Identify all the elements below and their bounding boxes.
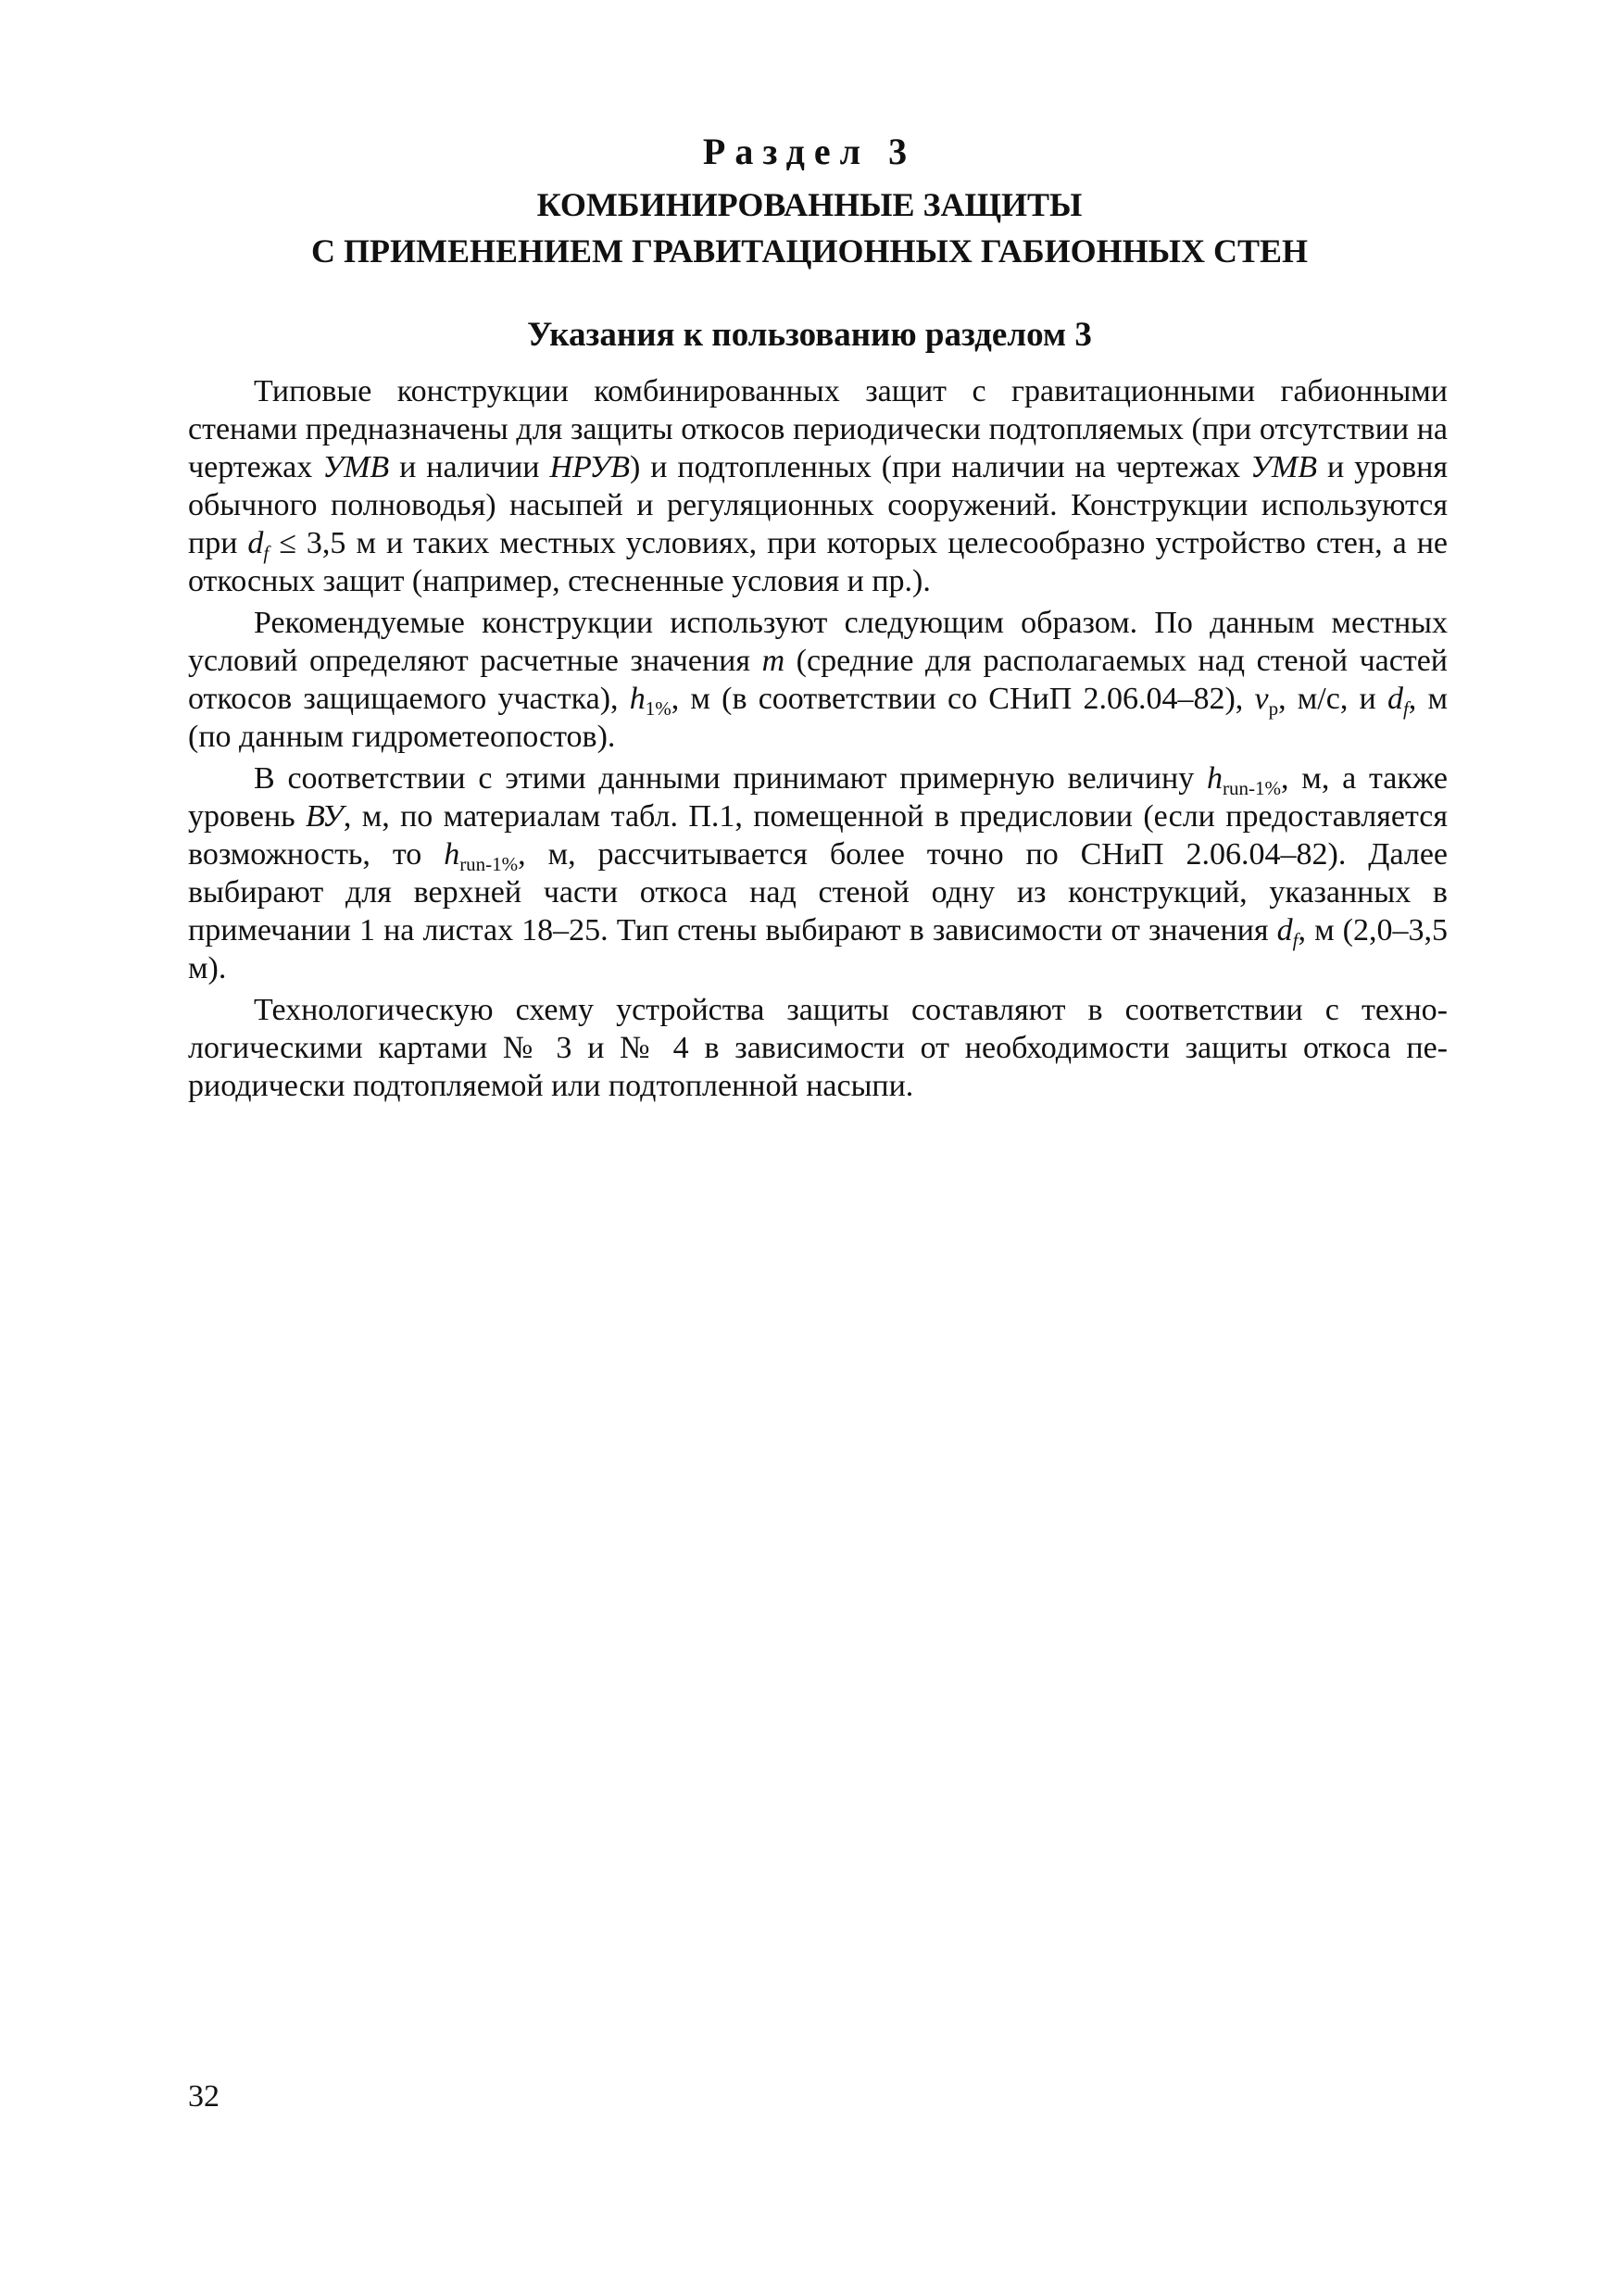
p3-text: , м (2,0–3,5 м). — [188, 913, 1448, 985]
p1-text: ≤ 3,5 м и таких местных условиях, при которых целесообразно устройство стен, а не откосных защит (например, стесненные условия и пр.). — [188, 526, 1448, 598]
paragraph-3 — [188, 759, 1448, 987]
body-text — [188, 372, 1448, 1109]
df-subscript: f — [263, 542, 270, 564]
h-symbol: h — [629, 682, 646, 716]
page-number: 32 — [188, 2079, 220, 2114]
p2-text: Рекомендуемые конструкции используют следующим образом. По данным местных условий определяют расчетные значения — [188, 606, 1448, 678]
v-subscript: р — [1268, 697, 1279, 720]
df-subscript: f — [1292, 929, 1299, 951]
p1-text: и наличии — [389, 450, 550, 484]
df-subscript: f — [1402, 697, 1409, 720]
h-subscript: 1% — [645, 697, 671, 720]
hrun-symbol: h — [444, 837, 460, 872]
section-label: Раздел 3 — [702, 131, 917, 172]
df-symbol: d — [1387, 682, 1403, 716]
section-title — [0, 182, 1619, 274]
paragraph-1 — [188, 372, 1448, 600]
hrun-subscript: run-1% — [1223, 777, 1282, 799]
subsection-title: Указания к пользованию разделом 3 — [527, 316, 1092, 354]
df-symbol: d — [247, 526, 264, 560]
hrun-subscript: run-1% — [459, 853, 519, 875]
p2-text: , м (по данным гидрометеопостов). — [188, 682, 1448, 754]
paragraph-4: Технологическую схему устройства защиты составляют в соответствии с технологическими картами № 3 и № 4 в зависимости от необходимости защиты откоса периодически подтопляемой или подтопленной насыпи. — [188, 993, 1448, 1103]
m-symbol: m — [761, 644, 785, 678]
umv-term: УМВ — [322, 450, 390, 484]
p2-text: , м (в соответствии со СНиП 2.06.04–82), — [671, 682, 1255, 716]
section-title-line-2: С ПРИМЕНЕНИЕМ ГРАВИТАЦИОННЫХ ГАБИОННЫХ СТЕН — [310, 232, 1309, 270]
p3-text: , м, рассчитывается более точно по СНиП 2.06.04–82). Далее выбирают для верхней части откоса над стеной одну из конструкций, указанных в примечании 1 на листах 18–25. Тип стены выбирают в зависимости от значения — [188, 837, 1448, 947]
p1-text: ) и подтопленных (при наличии на чертежах — [630, 450, 1251, 484]
df-symbol: d — [1276, 913, 1293, 947]
vu-term: ВУ — [306, 799, 344, 834]
section-title-line-1: КОМБИНИРОВАННЫЕ ЗАЩИТЫ — [536, 186, 1083, 223]
p3-text: , м, а также уровень — [188, 761, 1448, 834]
hrun-symbol: h — [1207, 761, 1224, 796]
p2-text: , м/с, и — [1278, 682, 1387, 716]
p3-text: , м, по материалам табл. П.1, помещенной в предисловии (если предоставляется возможность, то — [188, 799, 1448, 872]
nruv-term: НРУВ — [549, 450, 631, 484]
p3-text: В соответствии с этими данными принимают примерную величину — [254, 761, 1208, 796]
p2-text: (средние для располагаемых над стеной частей откосов защищаемого участка), — [188, 644, 1449, 716]
paragraph-2 — [188, 604, 1448, 756]
p1-text: Типовые конструкции комбинированных защит с гравитационными габионными стенами предназначены для защиты откосов периодически подтопляемых (при отсутствии на чертежах — [188, 374, 1448, 484]
umv-term: УМВ — [1250, 450, 1318, 484]
v-symbol: v — [1254, 682, 1269, 716]
p1-text: и уровня обычного полноводья) насыпей и регуляционных сооружений. Конструкции используются при — [188, 450, 1448, 560]
